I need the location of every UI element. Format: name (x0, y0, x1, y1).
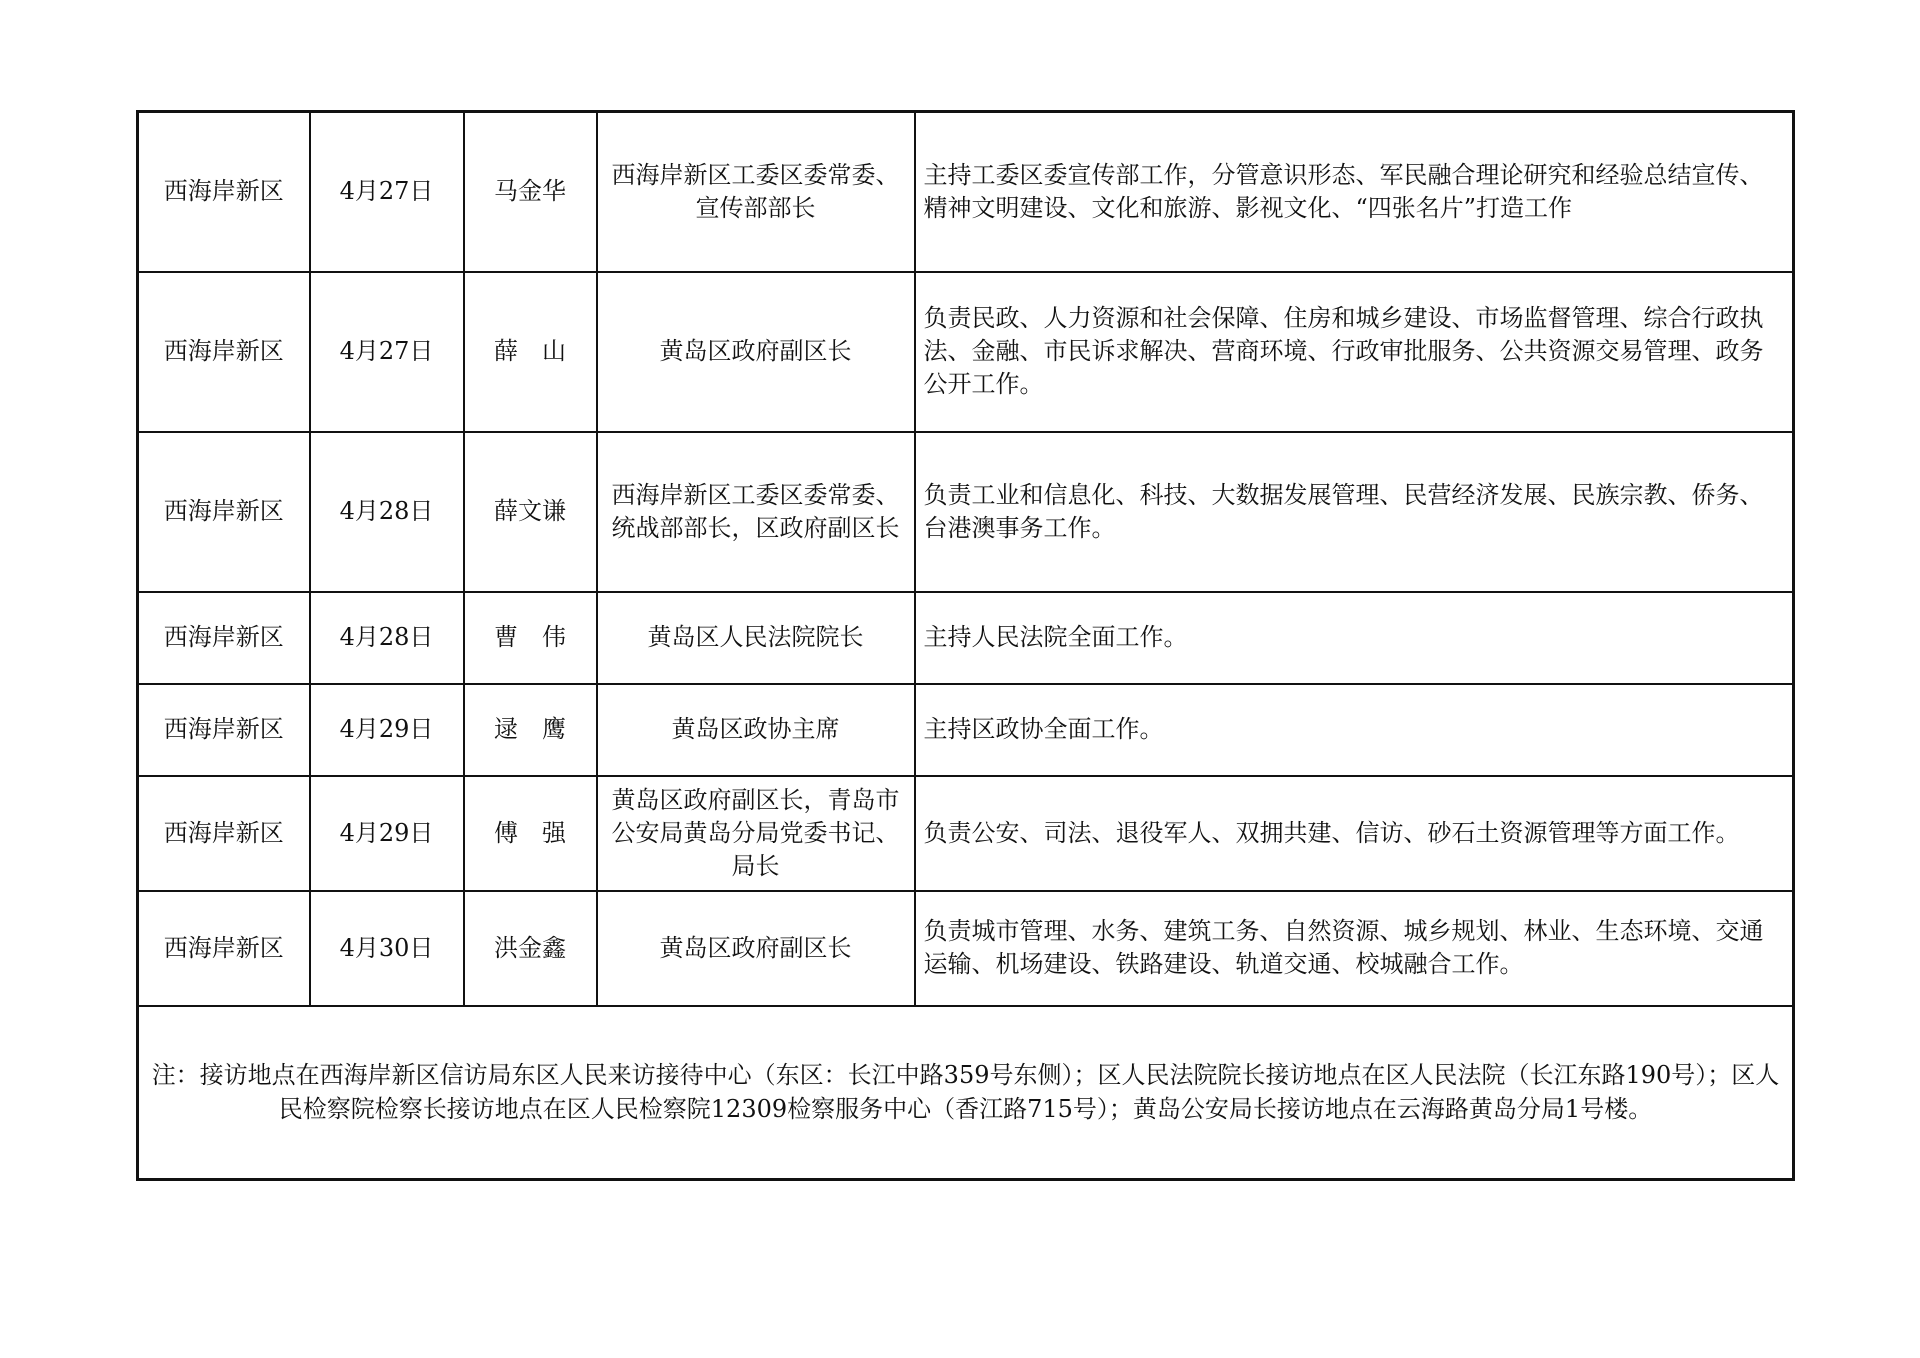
district-cell: 西海岸新区 (138, 112, 310, 272)
duties-cell: 负责城市管理、水务、建筑工务、自然资源、城乡规划、林业、生态环境、交通运输、机场建设、铁路建设、轨道交通、校城融合工作。 (915, 891, 1794, 1006)
duties-cell: 主持工委区委宣传部工作，分管意识形态、军民融合理论研究和经验总结宣传、精神文明建设、文化和旅游、影视文化、“四张名片”打造工作 (915, 112, 1794, 272)
name-cell: 傅 强 (464, 776, 597, 891)
name-cell: 马金华 (464, 112, 597, 272)
position-cell: 黄岛区人民法院院长 (597, 592, 915, 684)
duties-cell: 负责工业和信息化、科技、大数据发展管理、民营经济发展、民族宗教、侨务、台港澳事务工作。 (915, 432, 1794, 592)
position-cell: 黄岛区政府副区长 (597, 891, 915, 1006)
duties-cell: 主持人民法院全面工作。 (915, 592, 1794, 684)
name-cell: 薛 山 (464, 272, 597, 432)
district-cell: 西海岸新区 (138, 432, 310, 592)
date-cell: 4月28日 (310, 432, 464, 592)
table-row (138, 432, 1794, 592)
position-cell: 黄岛区政府副区长 (597, 272, 915, 432)
note-text: 注：接访地点在西海岸新区信访局东区人民来访接待中心（东区：长江中路359号东侧）；区人民法院院长接访地点在区人民法院（长江东路190号）；区人民检察院检察长接访地点在区人民检察院12309检察服务中心（香江路715号）；黄岛公安局长接访地点在云海路黄岛分局1号楼。 (138, 1006, 1794, 1180)
position-cell: 西海岸新区工委区委常委、宣传部部长 (597, 112, 915, 272)
district-cell: 西海岸新区 (138, 891, 310, 1006)
name-cell: 洪金鑫 (464, 891, 597, 1006)
date-cell: 4月27日 (310, 272, 464, 432)
duties-cell: 主持区政协全面工作。 (915, 684, 1794, 776)
position-cell: 黄岛区政协主席 (597, 684, 915, 776)
table-row (138, 891, 1794, 1006)
district-cell: 西海岸新区 (138, 776, 310, 891)
position-cell: 西海岸新区工委区委常委、统战部部长，区政府副区长 (597, 432, 915, 592)
date-cell: 4月28日 (310, 592, 464, 684)
name-cell: 逯 鹰 (464, 684, 597, 776)
date-cell: 4月30日 (310, 891, 464, 1006)
table-row (138, 684, 1794, 776)
district-cell: 西海岸新区 (138, 684, 310, 776)
table-row (138, 592, 1794, 684)
table-row (138, 776, 1794, 891)
date-cell: 4月27日 (310, 112, 464, 272)
duties-cell: 负责民政、人力资源和社会保障、住房和城乡建设、市场监督管理、综合行政执法、金融、市民诉求解决、营商环境、行政审批服务、公共资源交易管理、政务公开工作。 (915, 272, 1794, 432)
reception-schedule-table (136, 110, 1795, 1181)
table-row (138, 272, 1794, 432)
name-cell: 薛文谦 (464, 432, 597, 592)
date-cell: 4月29日 (310, 684, 464, 776)
district-cell: 西海岸新区 (138, 272, 310, 432)
name-cell: 曹 伟 (464, 592, 597, 684)
district-cell: 西海岸新区 (138, 592, 310, 684)
note-row (138, 1006, 1794, 1180)
position-cell: 黄岛区政府副区长，青岛市公安局黄岛分局党委书记、局长 (597, 776, 915, 891)
date-cell: 4月29日 (310, 776, 464, 891)
table-row (138, 112, 1794, 272)
duties-cell: 负责公安、司法、退役军人、双拥共建、信访、砂石土资源管理等方面工作。 (915, 776, 1794, 891)
